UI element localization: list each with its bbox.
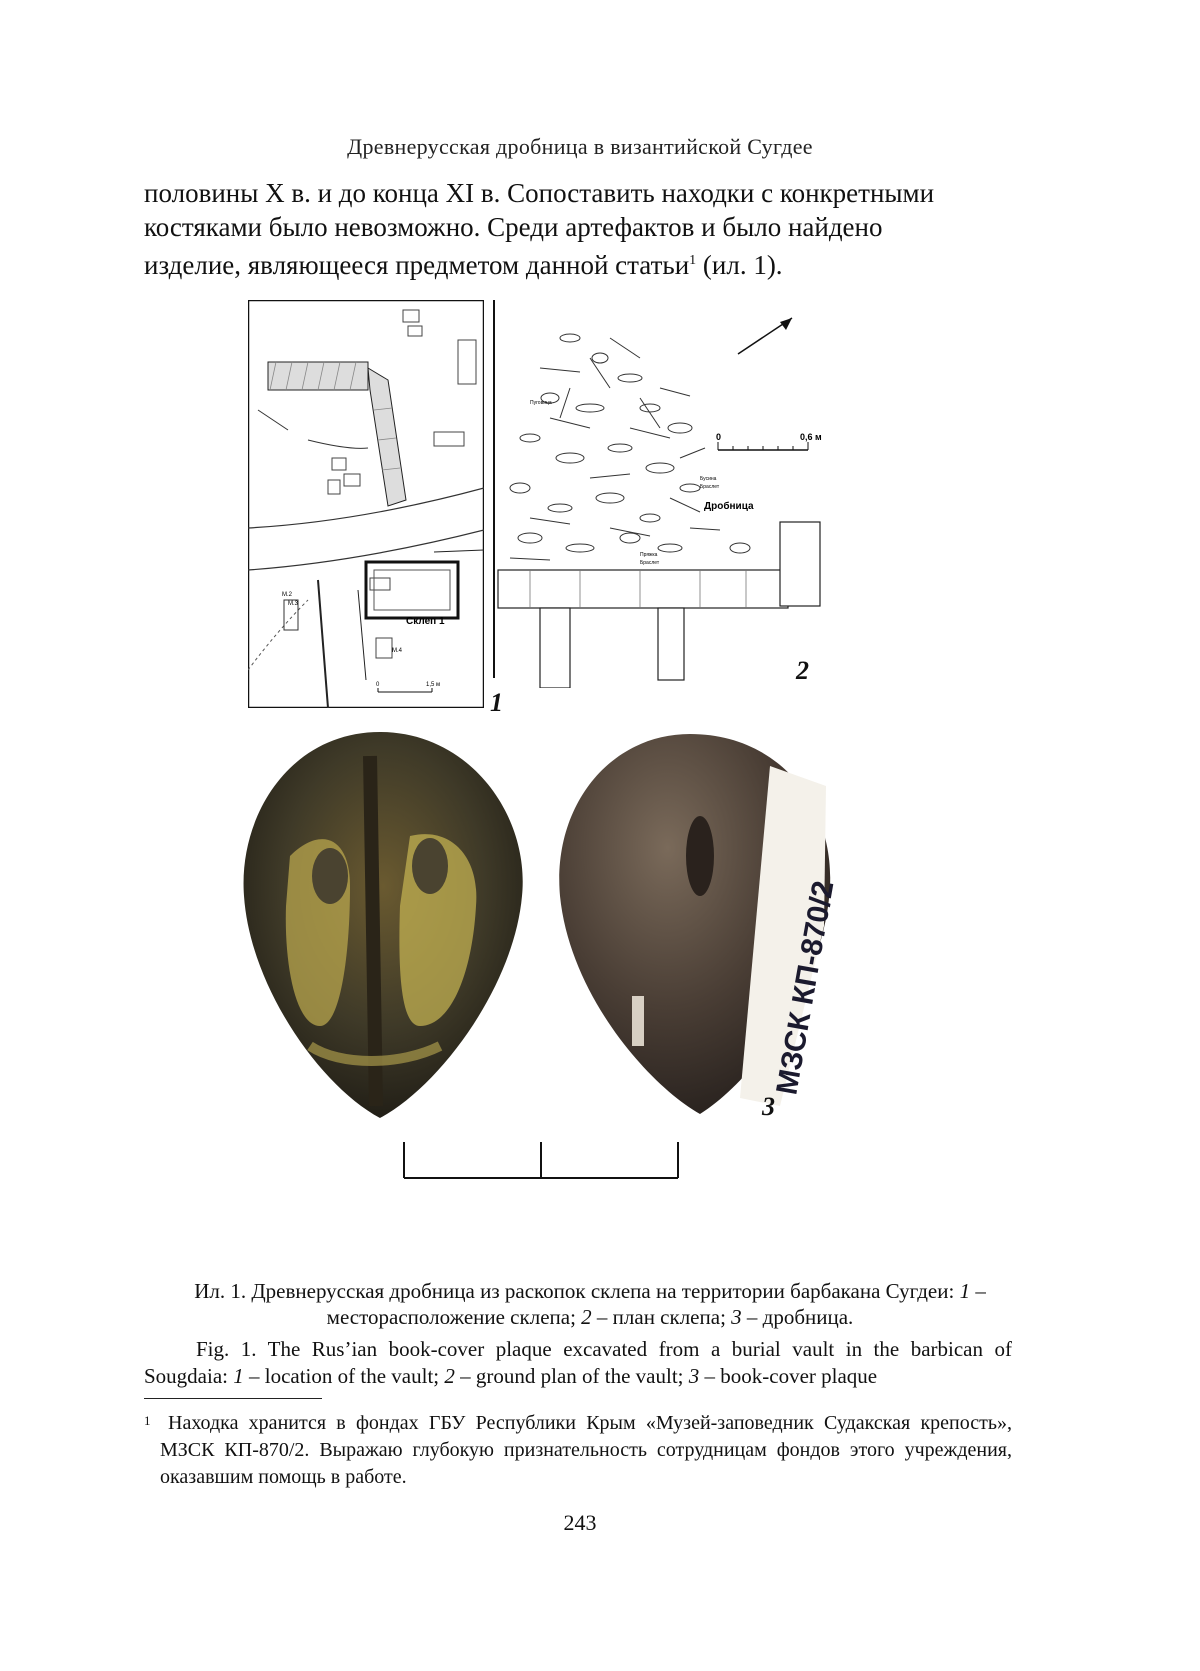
scale-end: 1,5 м (426, 682, 441, 688)
scale-start: 0 (716, 432, 722, 442)
find-label: Пуговица (530, 400, 552, 406)
body-paragraph (144, 176, 1008, 282)
panel-2-label: 2 (796, 656, 809, 685)
panel-1-label: 1 (490, 688, 503, 717)
find-label: Бусина (700, 476, 717, 482)
plaque-back-photo (559, 734, 840, 1114)
page-number: 243 (563, 1510, 597, 1535)
photo-scale-bar (402, 1140, 682, 1184)
panel-3-label: 3 (762, 1092, 775, 1121)
figure-panel-1-map (248, 300, 484, 708)
figure-caption-en: Fig. 1. The Rus’ian book-cover plaque excavated from a burial vault in the barbican of Sougdaia: 1 – location of the vault; 2 – ground plan of the vault; 3 – book-cover plaque (144, 1337, 1012, 1388)
vault-label: Склеп 1 (406, 616, 445, 627)
body-line-2: костяками было невозможно. Среди артефактов и было найдено (144, 212, 883, 242)
footnote (144, 1410, 1012, 1491)
body-line-3: изделие, являющееся предметом данной статьи$^1$ (ил. 1). (144, 250, 783, 280)
footnote-ref[interactable]: 1 (689, 253, 697, 268)
find-label-drobnitsa: Дробница (704, 501, 754, 512)
find-label: Браслет (700, 484, 720, 490)
figure-panel-2-plan (490, 298, 840, 688)
scale-end: 0,6 м (800, 432, 822, 442)
find-label: Браслет (640, 560, 660, 566)
figure-panel-3-photos (240, 726, 860, 1192)
scale-start: 0 (376, 682, 380, 688)
running-head: Древнерусская дробница в византийской Сугдее (347, 134, 813, 159)
footnote-number: 1 (144, 1413, 151, 1428)
footnote-text: Находка хранится в фондах ГБУ Республики Крым «Музей-заповедник Судакская крепость», МЗСК КП-870/2. Выражаю глубокую признательность сотрудницам фондов этого учреждения, оказавшим помощь в работе. (160, 1412, 1012, 1488)
find-label: Пряжка (640, 552, 658, 558)
grave-label: М.2 (282, 592, 293, 598)
inventory-number: МЗСК КП-870/2 (770, 878, 841, 1098)
body-line-1: половины X в. и до конца XI в. Сопоставить находки с конкретными (144, 178, 935, 208)
figure-caption-ru: Ил. 1. Древнерусская дробница из раскопок склепа на территории барбакана Сугдеи: 1 – месторасположение склепа; 2 – план склепа; 3 – дробница. (194, 1279, 986, 1329)
grave-label: М.3 (288, 601, 299, 607)
grave-label: М.4 (392, 648, 403, 654)
plaque-front-photo (244, 732, 523, 1118)
footnote-rule (144, 1398, 322, 1399)
